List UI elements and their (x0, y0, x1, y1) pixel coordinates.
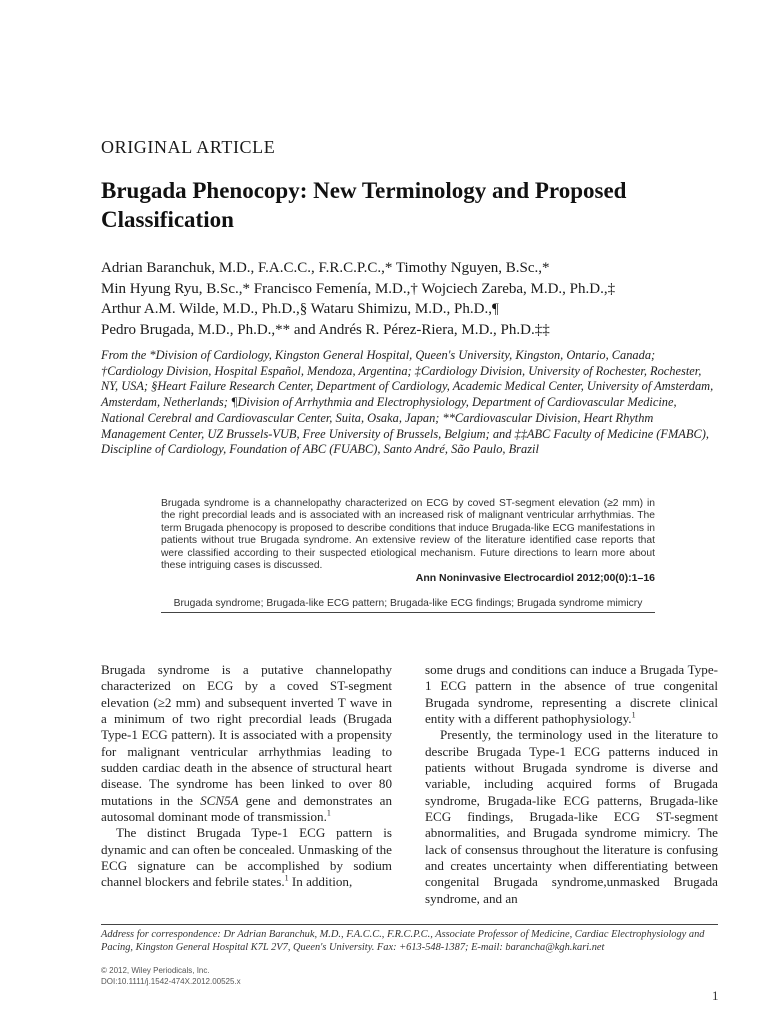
body-column-right (425, 662, 718, 907)
doi-link[interactable]: DOI:10.1111/j.1542-474X.2012.00525.x (101, 976, 241, 986)
author-line: Adrian Baranchuk, M.D., F.A.C.C., F.R.C.P.C.,* Timothy Nguyen, B.Sc.,* (101, 260, 550, 276)
gene-name: SCN5A (200, 792, 239, 808)
copyright-text: © 2012, Wiley Periodicals, Inc. (101, 966, 210, 975)
copyright-block (101, 966, 241, 987)
body-text: Brugada syndrome is a putative channelopathy characterized on ECG by a coved ST-segment elevation (≥2 mm) and subsequent inverted T wave in a minimum of two right precordial leads (Brugada Type-1 ECG pattern). It is associated with a propensity for malignant ventricular arrhythmias leading to sudden cardiac death in the absence of structural heart disease. The syndrome has been linked to over 80 mutations in the (101, 662, 392, 808)
body-paragraph (101, 662, 392, 825)
abstract-text: Brugada syndrome is a channelopathy characterized on ECG by coved ST-segment elevation (≥2 mm) in the right precordial leads and is associated with an increased risk of malignant ventricular arrhythmias. The term Brugada phenocopy is proposed to describe conditions that induce Brugada-like ECG manifestations in patients without true Brugada syndrome. An extensive review of the literature identified case reports that were classified according to their suspected etiological mechanism. Future directions to learn more about these intriguing cases is discussed. (161, 498, 655, 572)
body-text: gene and demonstrates an autosomal dominant mode of transmission. (101, 792, 392, 825)
reference-marker[interactable]: 1 (326, 808, 331, 818)
reference-marker[interactable]: 1 (284, 874, 289, 884)
author-line: Arthur A.M. Wilde, M.D., Ph.D.,§ Wataru Shimizu, M.D., Ph.D.,¶ (101, 301, 499, 317)
correspondence-note: Address for correspondence: Dr Adrian Baranchuk, M.D., F.A.C.C., F.R.C.P.C., Associate Professor of Medicine, Cardiac Electrophysiology and Pacing, Kingston General Hospital K7L 2V7, Queen's University. Fax: +613-548-1387; E-mail: barancha@kgh.kari.net (101, 929, 705, 953)
author-list (101, 258, 721, 340)
article-title: Brugada Phenocopy: New Terminology and Proposed Classification (101, 178, 627, 232)
body-column-left (101, 662, 392, 891)
abstract-box (161, 498, 655, 613)
page-number: 1 (712, 988, 719, 1003)
reference-marker[interactable]: 1 (631, 710, 636, 720)
body-text: The distinct Brugada Type-1 ECG pattern is dynamic and can often be concealed. Unmasking of the ECG signature can be accomplished by sodium channel blockers and febrile states. (101, 825, 392, 890)
journal-citation: Ann Noninvasive Electrocardiol 2012;00(0):1–16 (415, 572, 655, 585)
body-paragraph: Presently, the terminology used in the literature to describe Brugada Type-1 ECG patterns induced in patients without Brugada syndrome is diverse and variable, including acquired forms of Brugada syndrome, Brugada-like ECG patterns, Brugada-like ECG findings, Brugada-like ECG ST-segment abnormalities, and Brugada syndrome mimicry. The lack of consensus throughout the literature is confusing and creates uncertainty when differentiating between congenital Brugada syndrome,unmasked Brugada syndrome, and an (425, 727, 718, 906)
footer-divider (101, 924, 718, 925)
body-paragraph (101, 825, 392, 890)
author-line: Min Hyung Ryu, B.Sc.,* Francisco Femenía, M.D.,† Wojciech Zareba, M.D., Ph.D.,‡ (101, 280, 616, 297)
author-line: Pedro Brugada, M.D., Ph.D.,** and Andrés R. Pérez-Riera, M.D., Ph.D.‡‡ (101, 321, 550, 338)
body-text: some drugs and conditions can induce a Brugada Type-1 ECG pattern in the absence of true congenital Brugada syndrome, representing a discrete clinical entity with a different pathophysiology. (425, 662, 718, 727)
body-text: In addition, (288, 874, 353, 890)
section-label: ORIGINAL ARTICLE (101, 137, 276, 157)
affiliations: From the *Division of Cardiology, Kingston General Hospital, Queen's University, Kingston, Ontario, Canada; †Cardiology Division, Hospital Español, Mendoza, Argentina; ‡Cardiology Division, University of Rochester, Rochester, NY, USA; §Heart Failure Research Center, Department of Cardiology, Academic Medical Center, University of Amsterdam, Amsterdam, Netherlands; ¶Division of Arrhythmia and Electrophysiology, Department of Cardiovascular Medicine, National Cerebral and Cardiovascular Center, Suita, Osaka, Japan; **Cardiovascular Division, Heart Rhythm Management Center, UZ Brussels-VUB, Free University of Brussels, Belgium; and ‡‡ABC Faculty of Medicine (FMABC), Discipline of Cardiology, Foundation of ABC (FUABC), Santo André, São Paulo, Brazil (101, 348, 714, 457)
body-paragraph (425, 662, 718, 727)
keywords: Brugada syndrome; Brugada-like ECG pattern; Brugada-like ECG findings; Brugada syndrome mimicry (161, 598, 655, 613)
